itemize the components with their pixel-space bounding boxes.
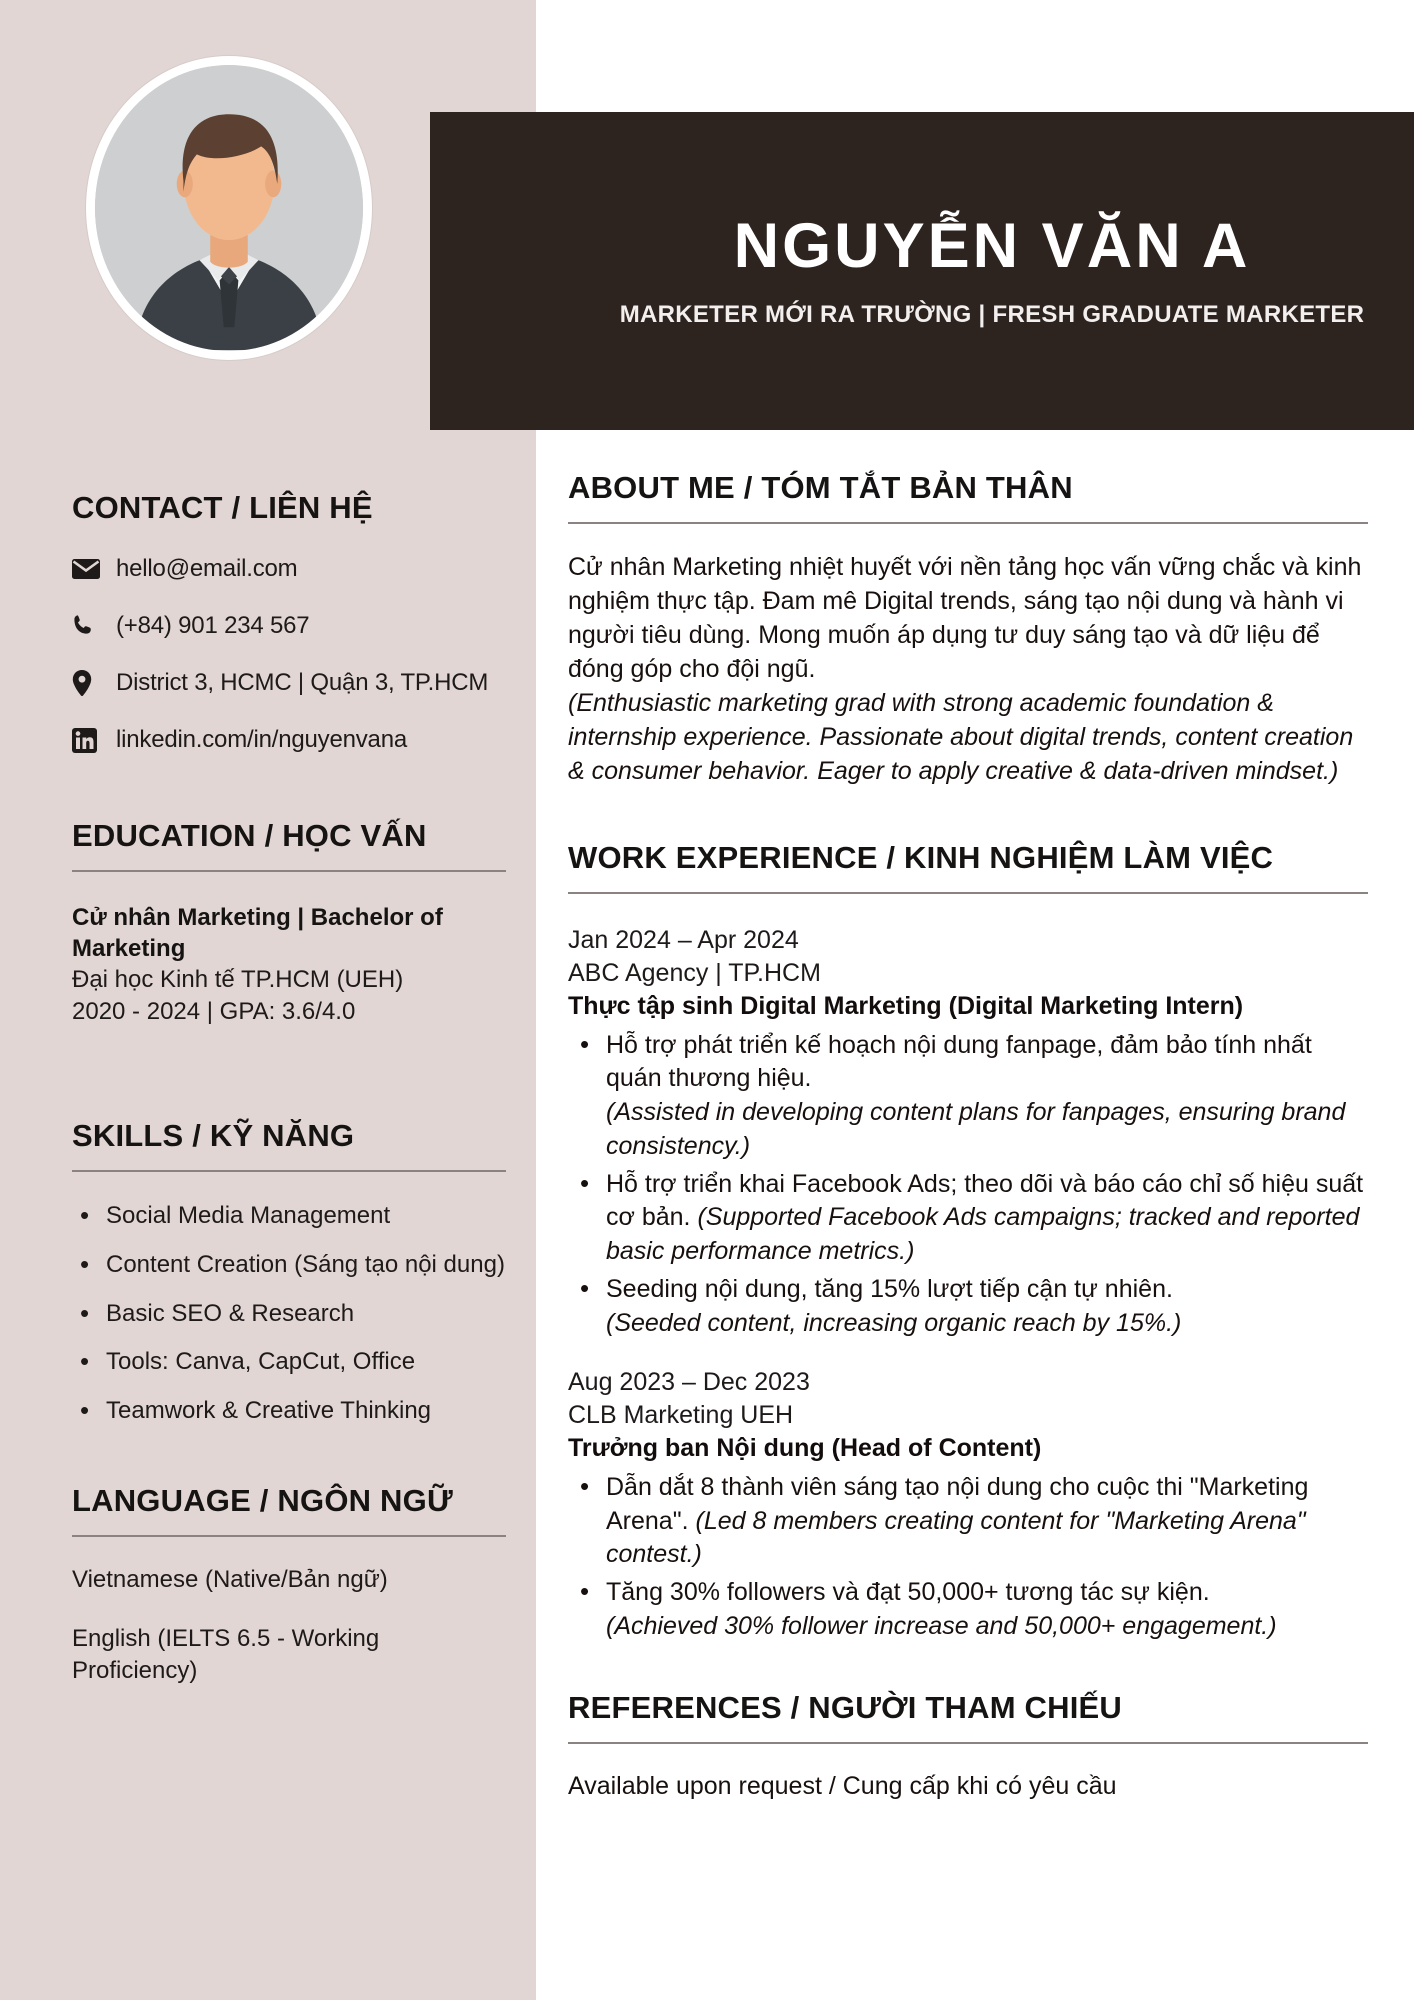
- section-heading-education: EDUCATION / HỌC VẤN: [72, 818, 427, 853]
- experience-role: Thực tập sinh Digital Marketing (Digital Marketing Intern): [568, 992, 1244, 1020]
- location-pin-icon: [72, 670, 102, 696]
- experience-bullets: [568, 1029, 1368, 1341]
- contact-phone-value: (+84) 901 234 567: [116, 612, 310, 639]
- divider-experience: [568, 892, 1368, 894]
- section-heading-language: LANGUAGE / NGÔN NGỮ: [72, 1483, 453, 1519]
- experience-company: CLB Marketing UEH: [568, 1400, 794, 1429]
- main-content: [568, 470, 1368, 1801]
- section-education: [72, 818, 506, 1028]
- bullet-text-vi: Dẫn dắt 8 thành viên sáng tạo nội dung cho cuộc thi "Marketing Arena".: [606, 1472, 1309, 1535]
- avatar: [86, 56, 372, 360]
- section-references: [568, 1690, 1368, 1801]
- email-icon: [72, 559, 102, 579]
- list-item: [568, 1273, 1368, 1341]
- bullet-text-en: (Supported Facebook Ads campaigns; tracked and reported basic performance metrics.): [606, 1203, 1360, 1265]
- section-contact: [72, 490, 506, 754]
- section-heading-contact: CONTACT / LIÊN HỆ: [72, 490, 373, 525]
- person-silhouette-icon: [95, 65, 363, 351]
- divider-about: [568, 522, 1368, 524]
- list-item: [568, 1029, 1368, 1164]
- section-heading-references: REFERENCES / NGƯỜI THAM CHIẾU: [568, 1689, 1122, 1725]
- list-item: [568, 1168, 1368, 1269]
- contact-item-location[interactable]: [72, 669, 506, 697]
- references-text: Available upon request / Cung cấp khi có yêu cầu: [568, 1771, 1117, 1800]
- experience-dates: Jan 2024 – Apr 2024: [568, 926, 799, 954]
- experience-entry: [568, 924, 1368, 1340]
- contact-linkedin-value: linkedin.com/in/nguyenvana: [116, 726, 407, 753]
- contact-item-email[interactable]: [72, 555, 506, 583]
- header-bar: [430, 112, 1414, 430]
- bullet-text-vi: Seeding nội dung, tăng 15% lượt tiếp cận tự nhiên.: [606, 1274, 1173, 1303]
- list-item: • Social Media Management: [72, 1200, 506, 1232]
- experience-dates: Aug 2023 – Dec 2023: [568, 1368, 810, 1397]
- education-school: Đại học Kinh tế TP.HCM (UEH): [72, 966, 404, 994]
- experience-role: Trưởng ban Nội dung (Head of Content): [568, 1434, 1042, 1463]
- list-item: • Content Creation (Sáng tạo nội dung): [72, 1249, 506, 1281]
- bullet-text-vi: Hỗ trợ triển khai Facebook Ads; theo dõi và báo cáo chỉ số hiệu suất cơ bản.: [606, 1169, 1364, 1232]
- phone-icon: [72, 614, 102, 638]
- divider-references: [568, 1742, 1368, 1744]
- skills-list: [72, 1200, 506, 1428]
- education-degree: Cử nhân Marketing | Bachelor of Marketing: [72, 904, 443, 963]
- list-item: • Teamwork & Creative Thinking: [72, 1395, 506, 1427]
- bullet-text-en: (Seeded content, increasing organic reach by 15%.): [606, 1308, 1182, 1337]
- language-item: English (IELTS 6.5 - Working Proficiency): [72, 1625, 380, 1685]
- linkedin-icon: [72, 728, 102, 753]
- job-title-subtitle: MARKETER MỚI RA TRƯỜNG | FRESH GRADUATE MARKETER: [619, 301, 1365, 329]
- section-about-me: [568, 470, 1368, 788]
- page-title: NGUYỄN VĂN A: [733, 210, 1251, 281]
- avatar-frame: [86, 56, 372, 360]
- experience-bullets: [568, 1471, 1368, 1644]
- list-item: • Basic SEO & Research: [72, 1298, 506, 1330]
- list-item: [568, 1576, 1368, 1644]
- bullet-text-en: (Achieved 30% follower increase and 50,000+ engagement.): [606, 1611, 1277, 1640]
- language-item: Vietnamese (Native/Bản ngữ): [72, 1566, 388, 1594]
- avatar-photo: [95, 65, 363, 351]
- contact-email-value: hello@email.com: [116, 555, 298, 582]
- bullet-text-vi: Tăng 30% followers và đạt 50,000+ tương tác sự kiện.: [606, 1578, 1210, 1606]
- section-skills: [72, 1118, 506, 1428]
- section-heading-skills: SKILLS / KỸ NĂNG: [72, 1117, 355, 1153]
- section-heading-experience: WORK EXPERIENCE / KINH NGHIỆM LÀM VIỆC: [568, 840, 1274, 875]
- education-dates: 2020 - 2024 | GPA: 3.6/4.0: [72, 998, 356, 1026]
- about-text-vi: Cử nhân Marketing nhiệt huyết với nền tảng học vấn vững chắc và kinh nghiệm thực tập. Đam mê Digital trends, sáng tạo nội dung và hành vi người tiêu dùng. Mong muốn áp dụng tư duy sáng tạo và dữ liệu để đóng góp cho đội ngũ.: [568, 553, 1362, 683]
- bullet-text-en: (Led 8 members creating content for "Marketing Arena" contest.): [606, 1506, 1306, 1569]
- bullet-text-en: (Assisted in developing content plans for fanpages, ensuring brand consistency.): [606, 1098, 1346, 1160]
- about-text-en: (Enthusiastic marketing grad with strong academic foundation & internship experience. Passionate about digital trends, content creation & consumer behavior. Eager to apply creative & data-driven mindset.): [568, 689, 1354, 785]
- divider-skills: [72, 1170, 506, 1172]
- section-heading-about: ABOUT ME / TÓM TẮT BẢN THÂN: [568, 470, 1073, 505]
- section-work-experience: [568, 840, 1368, 1644]
- list-item: [568, 1471, 1368, 1572]
- divider-language: [72, 1535, 506, 1537]
- section-language: [72, 1483, 506, 1687]
- list-item: • Tools: Canva, CapCut, Office: [72, 1346, 506, 1378]
- experience-company: ABC Agency | TP.HCM: [568, 958, 821, 987]
- divider-education: [72, 870, 506, 872]
- contact-item-linkedin[interactable]: [72, 726, 506, 754]
- contact-item-phone[interactable]: [72, 612, 506, 640]
- bullet-text-vi: Hỗ trợ phát triển kế hoạch nội dung fanpage, đảm bảo tính nhất quán thương hiệu.: [606, 1030, 1312, 1093]
- contact-location-value: District 3, HCMC | Quận 3, TP.HCM: [116, 669, 489, 696]
- experience-entry: [568, 1366, 1368, 1643]
